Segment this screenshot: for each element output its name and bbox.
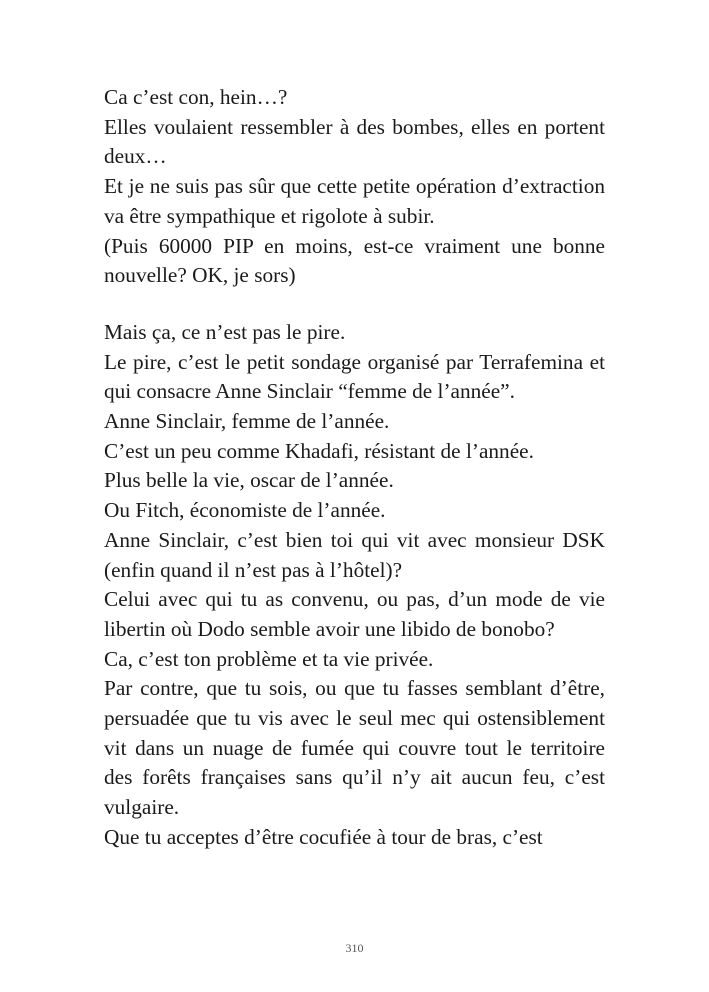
paragraph: Celui avec qui tu as convenu, ou pas, d’un mode de vie libertin où Dodo semble avoir une libido de bonobo? <box>104 587 605 641</box>
paragraph: Le pire, c’est le petit sondage organisé par Terrafemina et qui consacre Anne Sinclair “femme de l’année”. <box>104 349 605 404</box>
paragraph: Que tu acceptes d’être cocufiée à tour de bras, c’est <box>104 824 543 849</box>
paragraph: Elles voulaient ressembler à des bombes, elles en portent deux… <box>104 114 605 169</box>
paragraph: Ou Fitch, économiste de l’année. <box>104 498 386 523</box>
paragraph: Anne Sinclair, femme de l’année. <box>104 409 390 434</box>
paragraph: C’est un peu comme Khadafi, résistant de l’année. <box>104 438 534 463</box>
paragraph: Par contre, que tu sois, ou que tu fasses semblant d’être, persuadée que tu vis avec le seul mec qui ostensiblement vit dans un nuage de fumée qui couvre tout le territoire des forêts françaises sans qu’il n’y ait aucun feu, c’est vulgaire. <box>104 676 605 820</box>
paragraph: Et je ne suis pas sûr que cette petite opération d’extraction va être sympathique et rigolote à subir. <box>104 174 605 228</box>
page-number: 310 <box>345 941 364 955</box>
paragraph: Plus belle la vie, oscar de l’année. <box>104 468 394 493</box>
paragraph: Anne Sinclair, c’est bien toi qui vit avec monsieur DSK (enfin quand il n’est pas à l’hôtel)? <box>104 527 605 582</box>
paragraph: Ca, c’est ton problème et ta vie privée. <box>104 646 434 671</box>
page-body <box>104 83 605 853</box>
paragraph: Mais ça, ce n’est pas le pire. <box>104 319 346 344</box>
paragraph-spacer <box>104 291 605 318</box>
paragraph: (Puis 60000 PIP en moins, est-ce vraiment une bonne nouvelle? OK, je sors) <box>104 233 605 288</box>
paragraph: Ca c’est con, hein…? <box>104 85 288 109</box>
